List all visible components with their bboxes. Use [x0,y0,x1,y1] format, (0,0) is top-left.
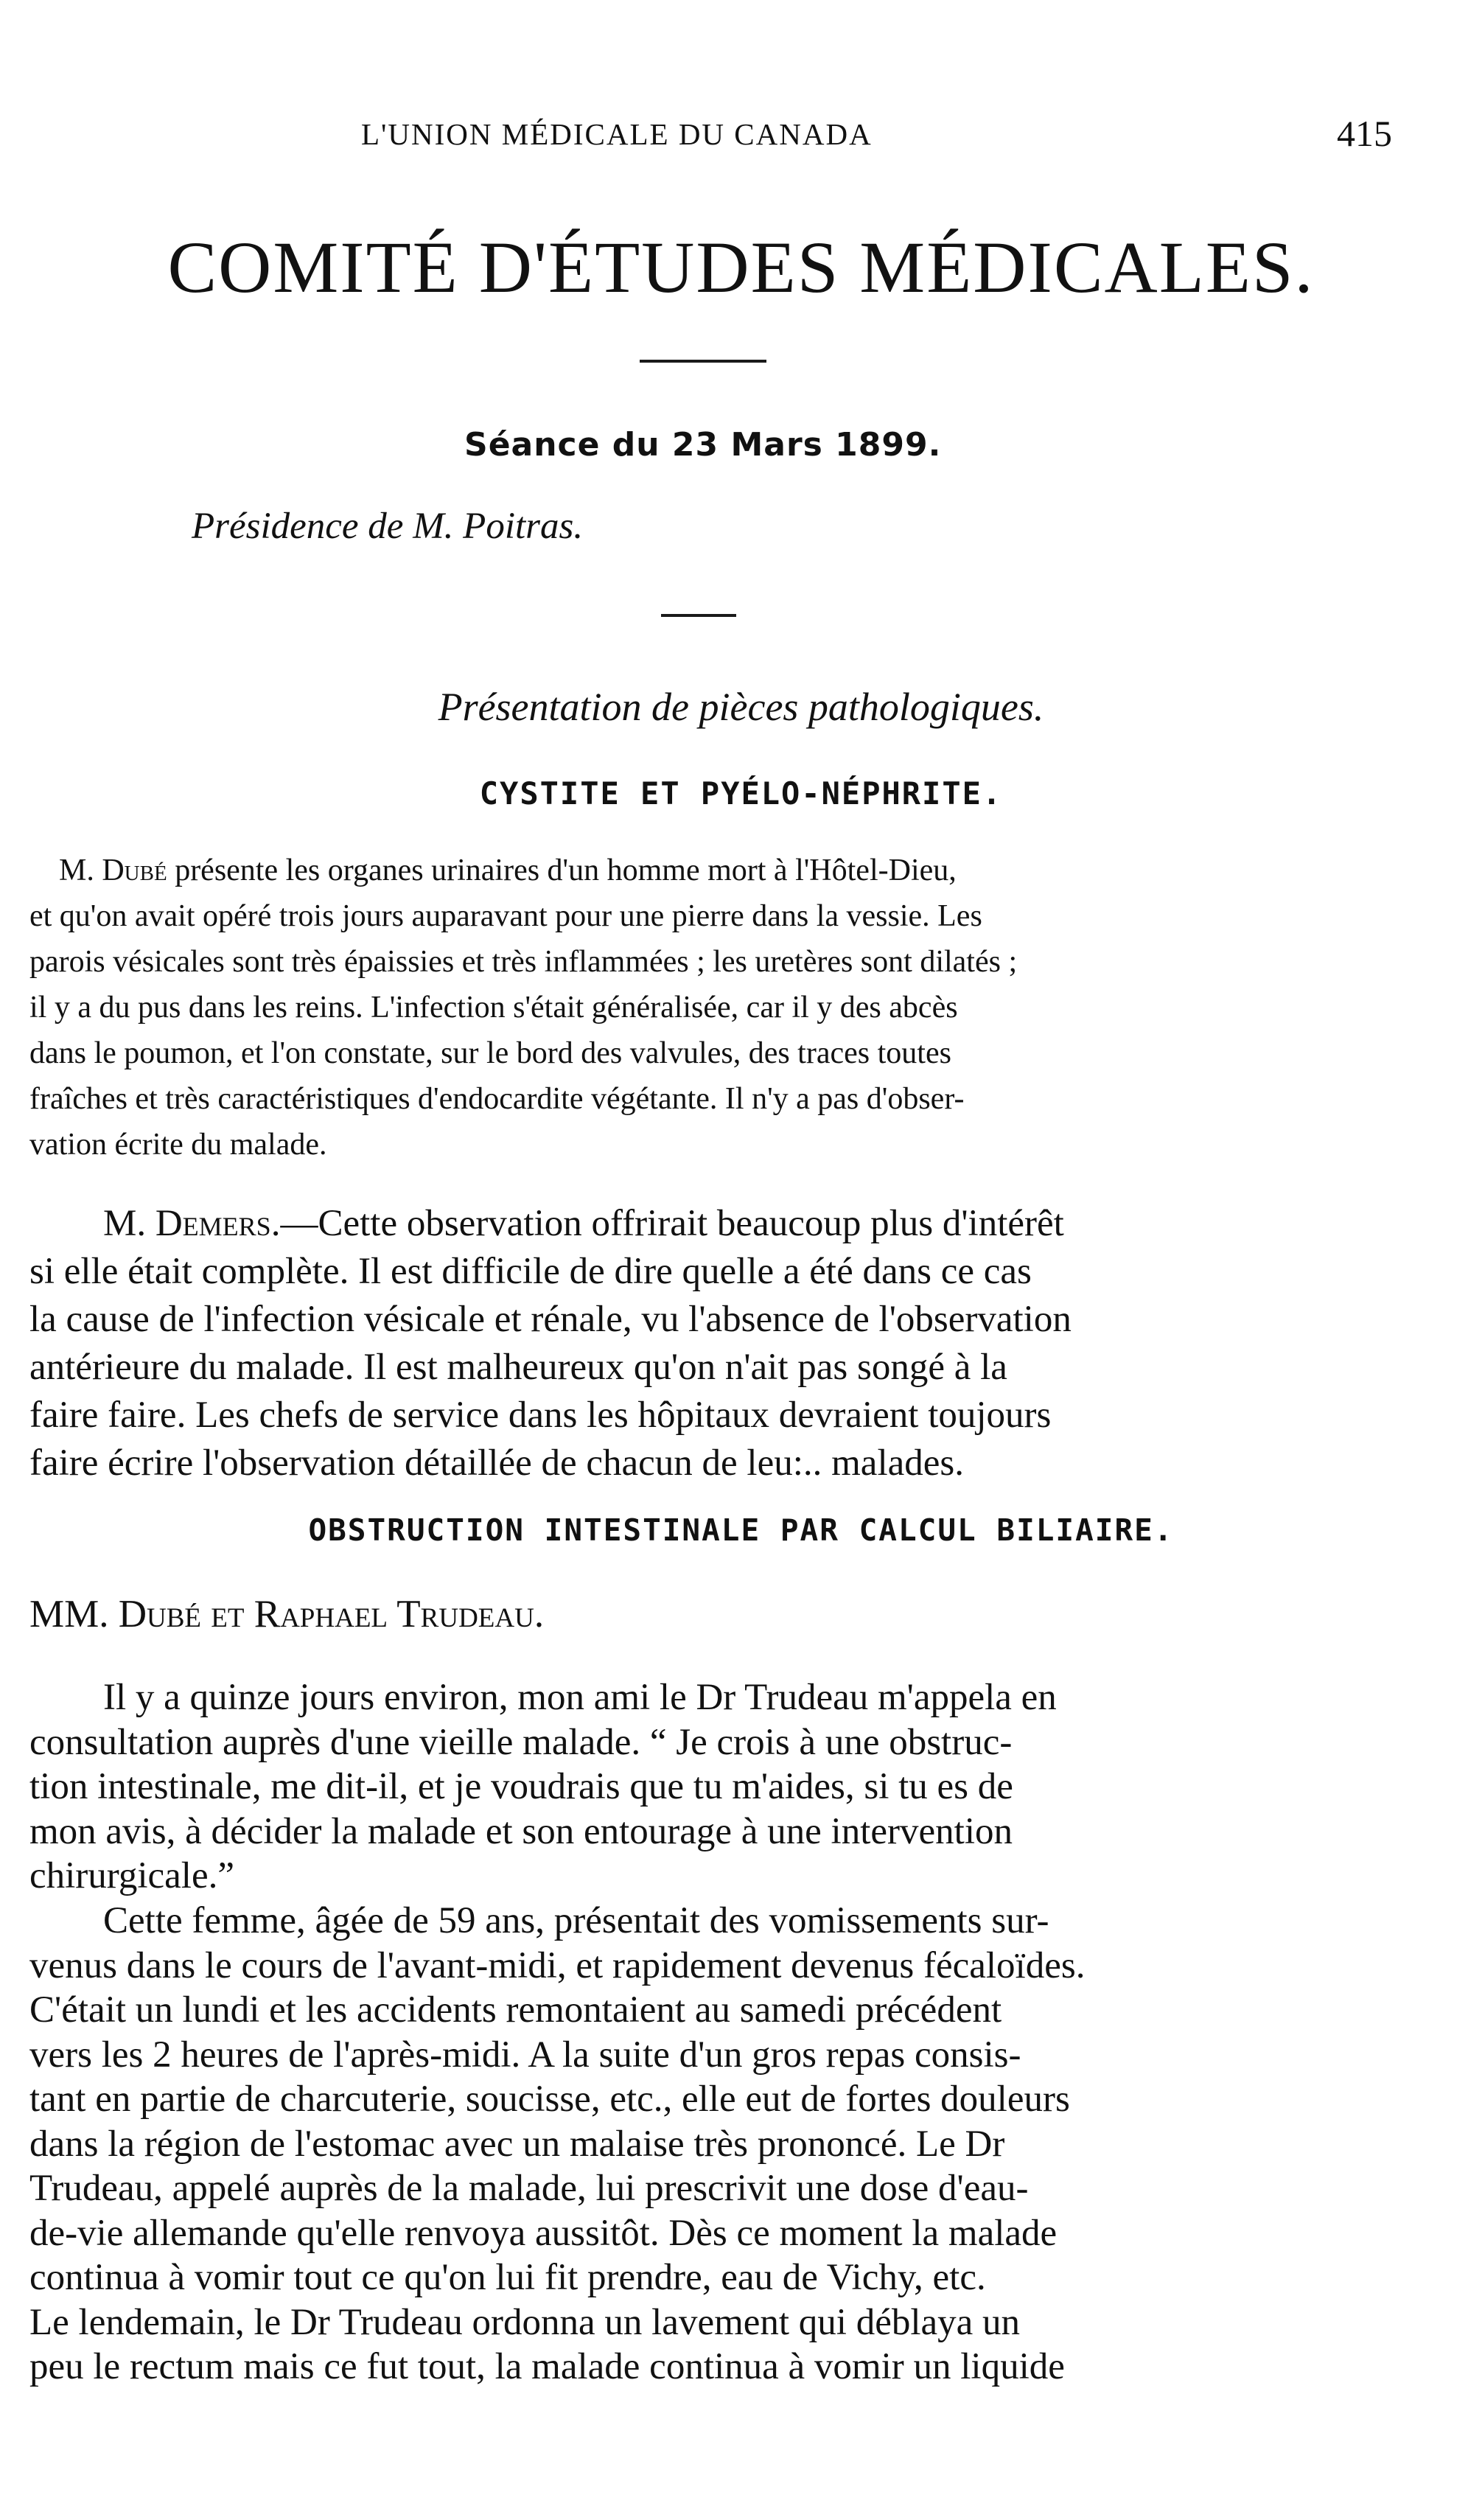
paragraph-line: Trudeau, appelé auprès de la malade, lui prescrivit une dose d'eau- [29,2168,1029,2209]
paragraph-line: antérieure du malade. Il est malheureux qu'on n'ait pas songé à la [29,1347,1007,1388]
seance-date: Séance du 23 Mars 1899. [464,426,942,464]
paragraph-line: vation écrite du malade. [29,1128,327,1162]
paragraph-line: et qu'on avait opéré trois jours auparavant pour une pierre dans la vessie. Les [29,899,982,933]
presidence: Présidence de M. Poitras. [192,506,584,547]
paragraph-line: consultation auprès d'une vieille malade. “ Je crois à une obstruc- [29,1721,1013,1763]
paragraph-line: dans la région de l'estomac avec un malaise très prononcé. Le Dr [29,2123,1005,2165]
paragraph-line: si elle était complète. Il est difficile de dire quelle a été dans ce cas [29,1251,1032,1292]
speaker-name: M. Dubé [59,854,167,887]
obstruction-paragraph-2 [29,1899,1393,2390]
paragraph-line: faire écrire l'observation détaillée de chacun de leu:.. malades. [29,1442,964,1484]
paragraph-line: Le lendemain, le Dr Trudeau ordonna un lavement qui déblaya un [29,2301,1021,2343]
paragraph-line: tant en partie de charcuterie, soucisse, etc., elle eut de fortes douleurs [29,2079,1070,2120]
presentation-heading: Présentation de pièces pathologiques. [438,685,1044,729]
paragraph-line: vers les 2 heures de l'après-midi. A la suite d'un gros repas consis- [29,2034,1021,2076]
paragraph-line: chirurgicale.” [29,1855,234,1896]
page-number: 415 [1337,113,1392,154]
paragraph-line: il y a du pus dans les reins. L'infection s'était généralisée, car il y des abcès [29,991,958,1025]
presidence-rule [661,614,736,617]
speaker-name: M. Demers. [103,1203,281,1244]
obstruction-heading: OBSTRUCTION INTESTINALE PAR CALCUL BILIAIRE. [308,1512,1174,1548]
title-rule [640,360,766,363]
paragraph-line: continua à vomir tout ce qu'on lui fit prendre, eau de Vichy, etc. [29,2257,986,2298]
paragraph-line: dans le poumon, et l'on constate, sur le bord des valvules, des traces toutes [29,1036,951,1070]
paragraph-line: Il y a quinze jours environ, mon ami le Dr Trudeau m'appela en [103,1677,1057,1718]
section-title: COMITÉ D'ÉTUDES MÉDICALES. [167,226,1315,308]
dube-paragraph [29,848,1393,1167]
paragraph-line: C'était un lundi et les accidents remontaient au samedi précédent [29,1989,1002,2031]
paragraph-line: mon avis, à décider la malade et son entourage à une intervention [29,1810,1013,1852]
running-head: L'UNION MÉDICALE DU CANADA [361,117,873,151]
obstruction-paragraph-1 [29,1675,1393,1899]
cystite-heading: CYSTITE ET PYÉLO-NÉPHRITE. [479,775,1003,812]
paragraph-line: fraîches et très caractéristiques d'endocardite végétante. Il n'y a pas d'obser- [29,1082,965,1116]
paragraph-line: Cette femme, âgée de 59 ans, présentait des vomissements sur- [103,1900,1049,1941]
paragraph-line: venus dans le cours de l'avant-midi, et rapidement devenus fécaloïdes. [29,1944,1086,1986]
paragraph-line: M. Dubé présente les organes urinaires d'un homme mort à l'Hôtel-Dieu, [59,854,957,887]
paragraph-line: tion intestinale, me dit-il, et je voudrais que tu m'aides, si tu es de [29,1766,1013,1807]
demers-paragraph [29,1200,1393,1487]
obstruction-speakers: MM. Dubé et Raphael Trudeau. [29,1593,545,1636]
paragraph-line: faire faire. Les chefs de service dans les hôpitaux devraient toujours [29,1395,1052,1436]
paragraph-line: peu le rectum mais ce fut tout, la malade continua à vomir un liquide [29,2346,1065,2387]
paragraph-line: la cause de l'infection vésicale et rénale, vu l'absence de l'observation [29,1299,1072,1340]
paragraph-line: M. Demers.—Cette observation offrirait beaucoup plus d'intérêt [103,1203,1064,1244]
paragraph-line: parois vésicales sont très épaissies et très inflammées ; les uretères sont dilatés ; [29,945,1018,979]
paragraph-line: de-vie allemande qu'elle renvoya aussitôt. Dès ce moment la malade [29,2212,1058,2254]
